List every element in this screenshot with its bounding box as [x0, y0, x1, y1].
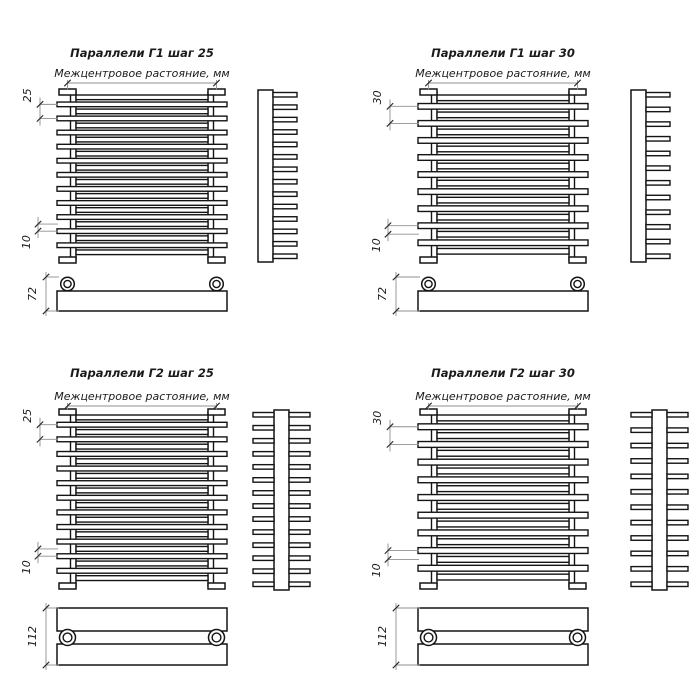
side-tooth-right	[273, 130, 297, 135]
collector-cap	[59, 583, 76, 589]
side-tooth-right	[646, 181, 670, 186]
side-tooth-left	[253, 465, 274, 470]
tube-bar	[76, 444, 208, 449]
side-tooth-left	[253, 491, 274, 496]
side-tooth-right	[646, 122, 670, 127]
depth-dimension: 72	[376, 287, 389, 301]
side-tooth-right	[273, 242, 297, 247]
side-tooth-right	[289, 504, 310, 509]
plan-tube-bank	[57, 644, 227, 665]
side-tooth-right	[273, 204, 297, 209]
side-tooth-right	[273, 192, 297, 197]
collector-cap	[420, 257, 437, 263]
center-distance-label: Межцентровое растояние, мм	[415, 390, 591, 403]
tube-bar	[76, 576, 208, 581]
side-tooth-right	[289, 556, 310, 561]
tube-bar	[76, 473, 208, 478]
tube-bar-wide	[57, 187, 227, 192]
tube-bar-wide	[57, 510, 227, 515]
tube-bar	[76, 236, 208, 241]
side-tooth-left	[253, 426, 274, 431]
drawing-title: Параллели Г2 шаг 30	[431, 366, 575, 380]
side-tooth-right	[646, 137, 670, 142]
side-tooth-right	[646, 225, 670, 230]
plan-tube-bank	[418, 291, 588, 311]
tube-bar-wide	[418, 155, 588, 161]
pipe-circle-inner	[573, 633, 582, 642]
tube-bar-wide	[418, 223, 588, 229]
tube-bar	[437, 95, 569, 101]
tube-bar	[76, 109, 208, 114]
center-distance-label: Межцентровое растояние, мм	[415, 67, 591, 80]
tube-bar	[76, 415, 208, 420]
tube-bar-wide	[57, 437, 227, 442]
tube-bar-wide	[418, 172, 588, 178]
plan-tube-bank	[57, 608, 227, 631]
side-tooth-right	[667, 505, 688, 510]
tube-bar-wide	[418, 459, 588, 465]
tube-bar	[76, 546, 208, 551]
collector-cap	[208, 257, 225, 263]
pipe-circle-inner	[64, 280, 71, 287]
tube-bar	[437, 129, 569, 135]
side-tooth-right	[289, 582, 310, 587]
pipe-circle-inner	[63, 633, 72, 642]
side-tooth-right	[667, 443, 688, 448]
depth-dimension: 112	[376, 626, 389, 647]
tube-bar-wide	[57, 243, 227, 248]
depth-dimension: 72	[26, 287, 39, 301]
tube-bar	[76, 123, 208, 128]
side-tooth-left	[253, 517, 274, 522]
tube-bar	[76, 430, 208, 435]
side-tooth-right	[289, 517, 310, 522]
side-tooth-left	[631, 536, 652, 541]
side-collector	[274, 410, 289, 590]
side-tooth-right	[289, 569, 310, 574]
side-tooth-right	[667, 567, 688, 572]
side-collector	[631, 90, 646, 262]
tube-bar-wide	[418, 104, 588, 110]
side-tooth-right	[273, 254, 297, 259]
pipe-circle-inner	[574, 280, 581, 287]
tube-bar	[76, 137, 208, 142]
side-tooth-left	[631, 520, 652, 525]
tube-bar-wide	[57, 452, 227, 457]
drawing-g1-25	[20, 46, 297, 316]
side-tooth-right	[646, 151, 670, 156]
side-tooth-right	[667, 551, 688, 556]
side-tooth-left	[253, 478, 274, 483]
depth-dimension: 112	[26, 626, 39, 647]
center-distance-label: Межцентровое растояние, мм	[54, 390, 230, 403]
side-tooth-left	[631, 505, 652, 510]
collector-cap	[569, 583, 586, 589]
side-tooth-right	[289, 426, 310, 431]
center-distance-label: Межцентровое растояние, мм	[54, 67, 230, 80]
side-tooth-right	[289, 439, 310, 444]
tube-bar	[437, 556, 569, 562]
side-tooth-right	[667, 474, 688, 479]
tube-bar-wide	[57, 481, 227, 486]
tube-bar	[437, 231, 569, 237]
side-tooth-left	[631, 474, 652, 479]
pitch-dimension: 25	[21, 88, 34, 103]
tube-bar	[76, 250, 208, 255]
side-tooth-left	[253, 504, 274, 509]
pipe-circle-inner	[212, 633, 221, 642]
tube-bar-wide	[57, 116, 227, 121]
plan-tube-bank	[418, 644, 588, 665]
side-tooth-right	[273, 142, 297, 147]
side-tooth-right	[289, 413, 310, 418]
tube-bar-wide	[418, 240, 588, 246]
side-tooth-left	[253, 582, 274, 587]
tube-bar-wide	[418, 189, 588, 195]
tube-bar	[437, 415, 569, 421]
tube-bar-wide	[418, 121, 588, 127]
side-tooth-right	[667, 582, 688, 587]
drawing-geometry	[385, 80, 670, 316]
tube-bar	[437, 163, 569, 169]
tube-bar-wide	[418, 477, 588, 483]
tube-bar-wide	[57, 229, 227, 234]
drawing-g1-30	[370, 46, 670, 316]
pitch-dimension: 25	[21, 408, 34, 423]
pipe-circle-inner	[425, 280, 432, 287]
tube-bar-wide	[57, 568, 227, 573]
collector-cap	[569, 257, 586, 263]
drawing-g2-30	[370, 366, 688, 670]
tube-bar-wide	[418, 530, 588, 536]
side-tooth-left	[631, 567, 652, 572]
gap-dimension: 10	[20, 560, 33, 575]
side-tooth-right	[273, 155, 297, 160]
tube-bar-wide	[57, 102, 227, 107]
tube-bar-wide	[418, 442, 588, 448]
tube-bar-wide	[57, 495, 227, 500]
side-tooth-left	[631, 413, 652, 418]
tube-bar-wide	[418, 424, 588, 430]
side-tooth-right	[646, 254, 670, 259]
side-tooth-right	[667, 536, 688, 541]
tube-bar-wide	[418, 206, 588, 212]
side-tooth-left	[631, 582, 652, 587]
side-tooth-right	[667, 428, 688, 433]
tube-bar-wide	[57, 130, 227, 135]
tube-bar-wide	[57, 422, 227, 427]
tube-bar	[437, 180, 569, 186]
plan-tube-bank	[57, 291, 227, 311]
tube-bar-wide	[57, 525, 227, 530]
side-tooth-left	[631, 443, 652, 448]
side-tooth-right	[646, 166, 670, 171]
pipe-circle-inner	[213, 280, 220, 287]
drawing-geometry	[35, 403, 310, 670]
tube-bar-wide	[57, 158, 227, 163]
drawing-g2-25	[20, 366, 310, 670]
drawing-title: Параллели Г1 шаг 25	[70, 46, 214, 60]
tube-bar	[76, 95, 208, 100]
drawing-geometry	[35, 80, 297, 316]
side-tooth-left	[631, 459, 652, 464]
side-tooth-right	[667, 413, 688, 418]
side-collector	[258, 90, 273, 262]
side-tooth-left	[253, 543, 274, 548]
side-tooth-right	[667, 520, 688, 525]
tube-bar-wide	[57, 172, 227, 177]
side-tooth-right	[289, 465, 310, 470]
tube-bar	[76, 165, 208, 170]
side-tooth-right	[273, 167, 297, 172]
pipe-circle-inner	[424, 633, 433, 642]
tube-bar	[76, 488, 208, 493]
drawing-title: Параллели Г2 шаг 25	[70, 366, 214, 380]
side-collector	[652, 410, 667, 590]
side-tooth-left	[253, 413, 274, 418]
side-tooth-right	[273, 229, 297, 234]
side-tooth-right	[646, 93, 670, 98]
collector-cap	[208, 583, 225, 589]
tube-bar	[76, 222, 208, 227]
side-tooth-right	[646, 239, 670, 244]
side-tooth-right	[273, 93, 297, 98]
tube-bar-wide	[57, 466, 227, 471]
side-tooth-left	[253, 439, 274, 444]
tube-bar-wide	[57, 215, 227, 220]
side-tooth-right	[667, 490, 688, 495]
tube-bar-wide	[57, 201, 227, 206]
tube-bar	[437, 197, 569, 203]
drawing-geometry	[385, 403, 688, 670]
tube-bar-wide	[418, 512, 588, 518]
tube-bar-wide	[57, 539, 227, 544]
tube-bar	[437, 503, 569, 509]
side-tooth-right	[289, 478, 310, 483]
side-tooth-right	[273, 117, 297, 122]
side-tooth-right	[273, 179, 297, 184]
side-tooth-right	[273, 217, 297, 222]
tube-bar	[437, 486, 569, 492]
tube-bar	[437, 112, 569, 118]
tube-bar	[76, 517, 208, 522]
tube-bar	[76, 180, 208, 185]
tube-bar	[76, 208, 208, 213]
side-tooth-left	[253, 556, 274, 561]
tube-bar	[437, 450, 569, 456]
tube-bar-wide	[418, 495, 588, 501]
drawing-title: Параллели Г1 шаг 30	[431, 46, 575, 60]
tube-bar	[76, 151, 208, 156]
pitch-dimension: 30	[371, 410, 384, 425]
side-tooth-left	[631, 551, 652, 556]
tube-bar	[437, 214, 569, 220]
gap-dimension: 10	[370, 238, 383, 253]
side-tooth-right	[646, 107, 670, 112]
side-tooth-left	[631, 428, 652, 433]
side-tooth-right	[667, 459, 688, 464]
tube-bar-wide	[57, 144, 227, 149]
tube-bar	[437, 574, 569, 580]
tube-bar	[437, 468, 569, 474]
side-tooth-left	[253, 569, 274, 574]
tube-bar	[76, 532, 208, 537]
plan-tube-bank	[418, 608, 588, 631]
tube-bar	[76, 194, 208, 199]
tube-bar-wide	[57, 554, 227, 559]
side-tooth-right	[289, 543, 310, 548]
tube-bar-wide	[418, 548, 588, 554]
side-tooth-left	[253, 530, 274, 535]
tube-bar	[437, 433, 569, 439]
tube-bar	[437, 539, 569, 545]
side-tooth-right	[646, 210, 670, 215]
side-tooth-left	[253, 452, 274, 457]
collector-cap	[59, 257, 76, 263]
tube-bar-wide	[418, 138, 588, 144]
tube-bar	[437, 248, 569, 254]
pitch-dimension: 30	[371, 90, 384, 105]
tube-bar	[437, 146, 569, 152]
tube-bar	[76, 459, 208, 464]
side-tooth-right	[273, 105, 297, 110]
tube-bar	[76, 503, 208, 508]
tube-bar	[76, 561, 208, 566]
side-tooth-right	[289, 452, 310, 457]
tube-bar-wide	[418, 565, 588, 571]
side-tooth-left	[631, 490, 652, 495]
collector-cap	[420, 583, 437, 589]
gap-dimension: 10	[370, 563, 383, 578]
side-tooth-right	[289, 491, 310, 496]
tube-bar	[437, 521, 569, 527]
side-tooth-right	[289, 530, 310, 535]
gap-dimension: 10	[20, 235, 33, 250]
side-tooth-right	[646, 195, 670, 200]
